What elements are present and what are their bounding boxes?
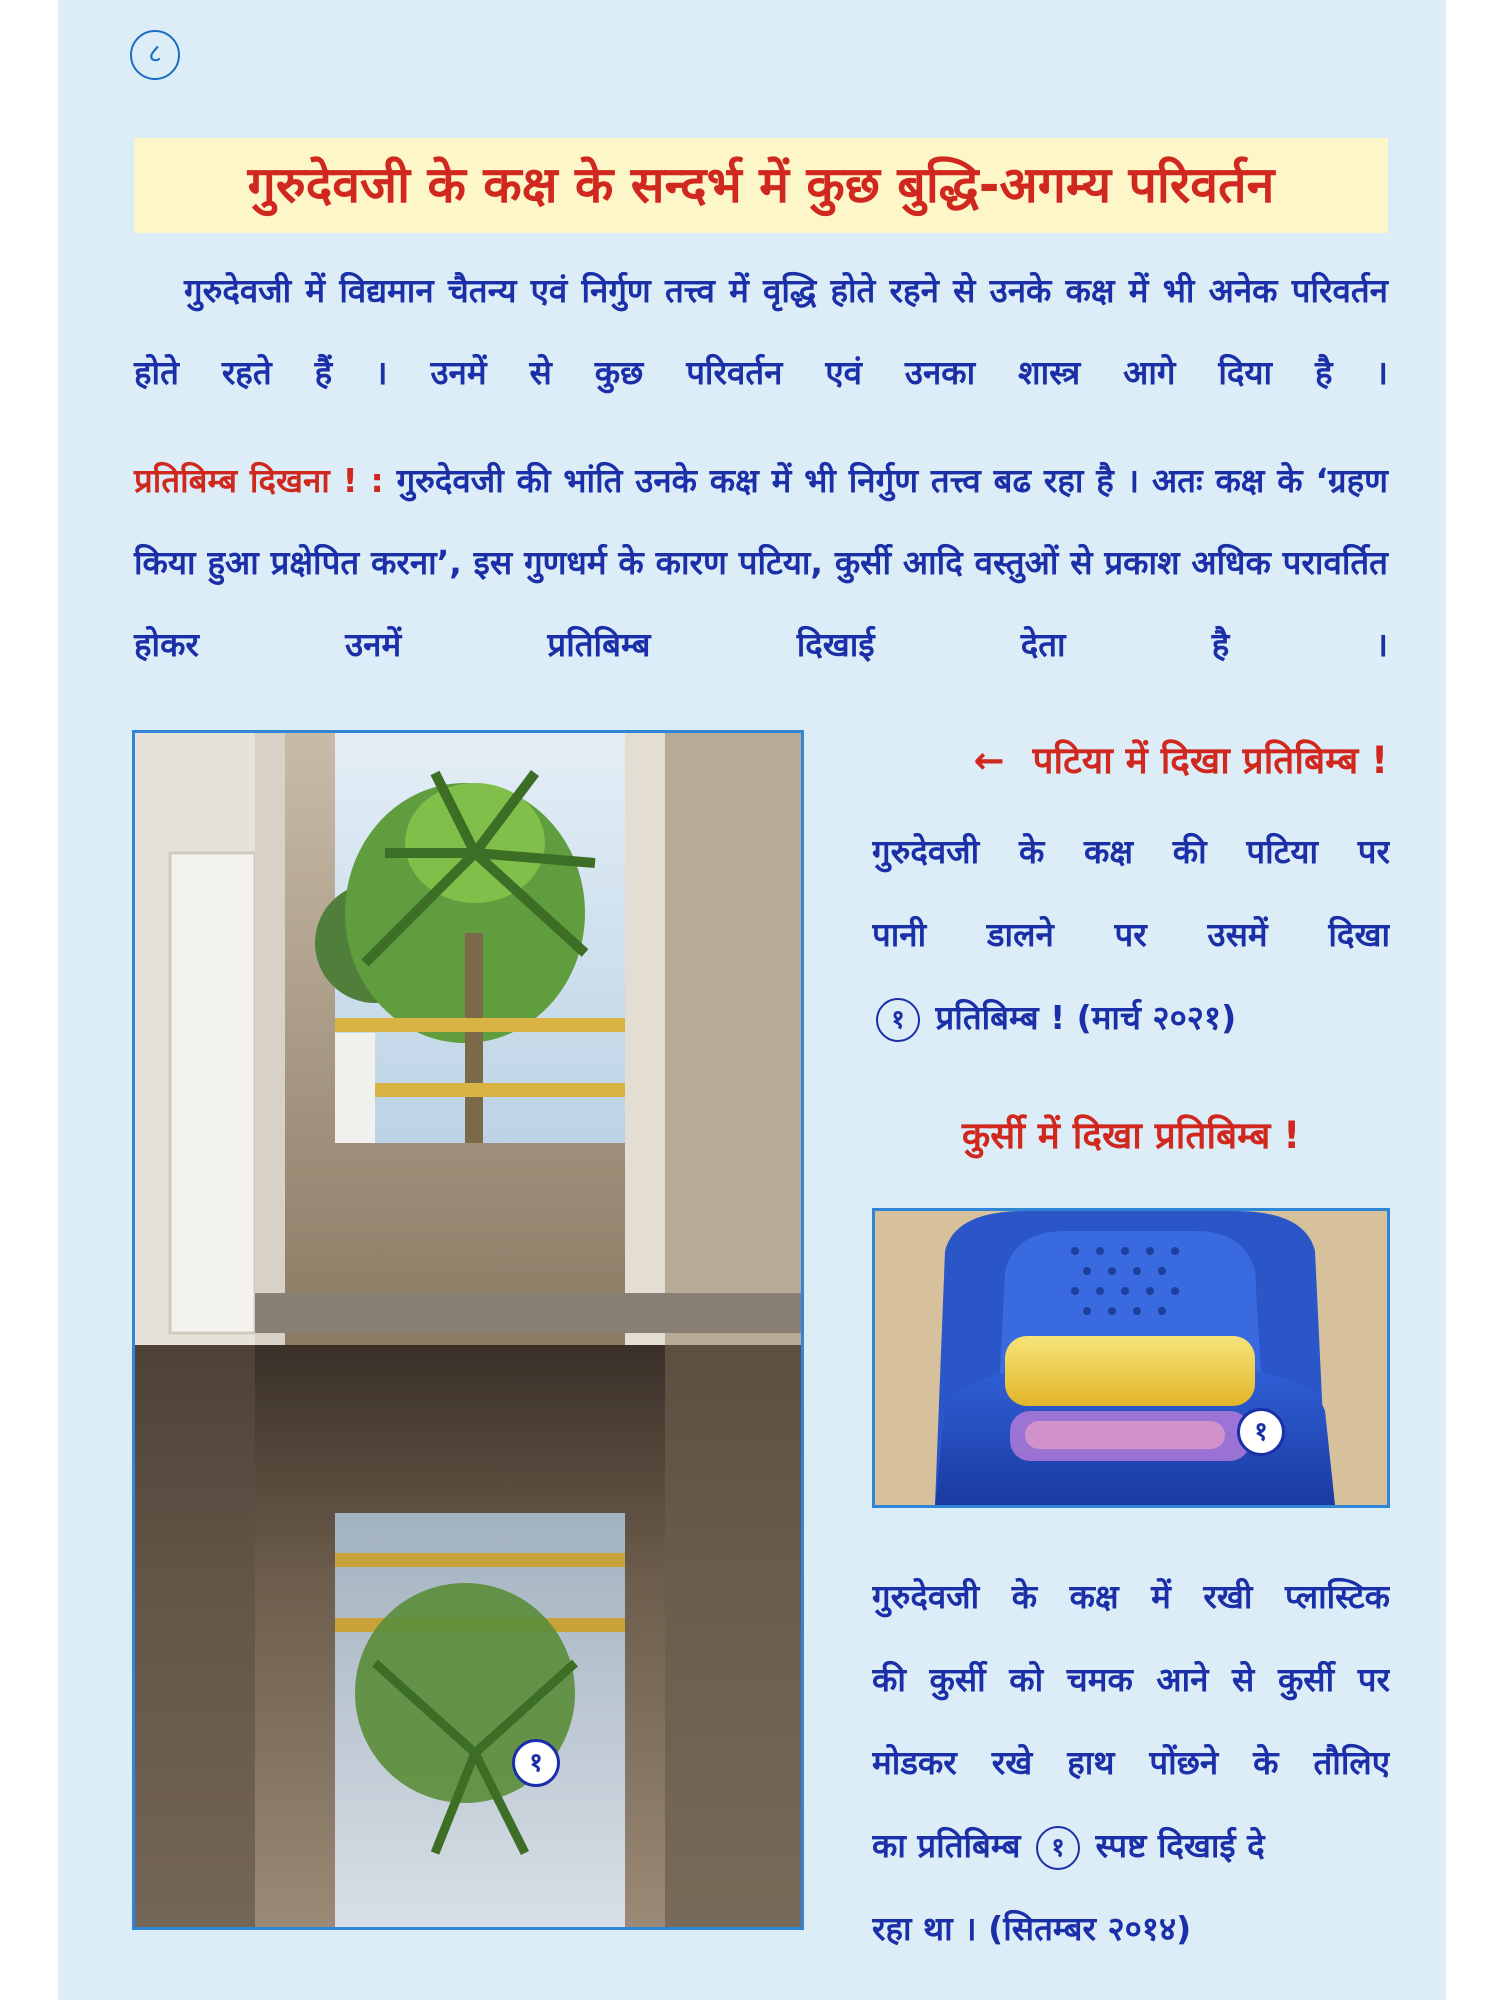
page-title: गुरुदेवजी के कक्ष के सन्दर्भ में कुछ बुद्धि-अगम्य परिवर्तन [247, 156, 1275, 214]
floor-reflection-heading [868, 733, 1388, 789]
chair-reflection-text [872, 1555, 1390, 1975]
reflection-marker: १ [876, 998, 920, 1042]
floor-reflection-heading-text: पटिया में दिखा प्रतिबिम्ब ! [1032, 739, 1388, 782]
reflection-line-3: आदि वस्तुओं से प्रकाश अधिक परावर्तित होकर उनमें प्रतिबिम्ब दिखाई देता है । [134, 543, 1388, 664]
floor-photo-illustration [135, 733, 801, 1927]
intro-line-1: गुरुदेवजी में विद्यमान चैतन्य एवं निर्गुण तत्त्व में वृद्धि होते रहने से उनके कक्ष में भी [184, 271, 1195, 310]
chair-photo-marker: १ [1237, 1408, 1285, 1456]
chair-text-line-1: गुरुदेवजी के कक्ष में रखी प्लास्टिक [872, 1577, 1390, 1616]
reflection-line-1: गुरुदेवजी की भांति उनके कक्ष में भी निर्गुण तत्त्व बढ रहा है । [396, 461, 1140, 500]
chair-text-line-3: मोडकर रखे हाथ पोंछने के तौलिए [872, 1743, 1390, 1782]
chair-text-line-2: की कुर्सी को चमक आने से कुर्सी पर [872, 1660, 1390, 1699]
floor-reflection-photo [132, 730, 804, 1930]
left-arrow-icon: ← [973, 739, 1005, 782]
chair-text-line-4-pre: का प्रतिबिम्ब [872, 1826, 1021, 1865]
chair-text-line-4-post: स्पष्ट दिखाई दे [1095, 1826, 1265, 1865]
intro-paragraph [134, 250, 1388, 414]
reflection-paragraph [134, 440, 1388, 686]
page-number: ८ [130, 30, 180, 80]
chair-photo-illustration [875, 1211, 1387, 1505]
chair-reflection-photo [872, 1208, 1390, 1508]
floor-photo-marker: १ [512, 1739, 560, 1787]
intro-line-2: अनेक परिवर्तन होते रहते हैं । उनमें से कुछ परिवर्तन एवं उनका शास्त्र आगे दिया है । [134, 271, 1388, 392]
floor-reflection-text [872, 810, 1390, 1060]
floor-text-line-3-text: प्रतिबिम्ब ! (मार्च २०२१) [935, 998, 1237, 1037]
reflection-label: प्रतिबिम्ब दिखना ! : [134, 461, 384, 500]
chair-reflection-marker: १ [1036, 1826, 1080, 1870]
floor-text-line-1: गुरुदेवजी के कक्ष की पटिया पर [872, 832, 1390, 871]
floor-text-line-3 [872, 976, 1390, 1059]
chair-text-line-4 [872, 1804, 1390, 1887]
chair-reflection-heading: कुर्सी में दिखा प्रतिबिम्ब ! [961, 1114, 1301, 1157]
chair-text-line-5: रहा था । (सितम्बर २०१४) [872, 1909, 1192, 1948]
floor-text-line-2: पानी डालने पर उसमें दिखा [872, 915, 1390, 954]
reflection-line-2: अतः कक्ष के ‘ग्रहण किया हुआ प्रक्षेपित करना’, इस गुणधर्म के कारण पटिया, कुर्सी [134, 461, 1388, 582]
